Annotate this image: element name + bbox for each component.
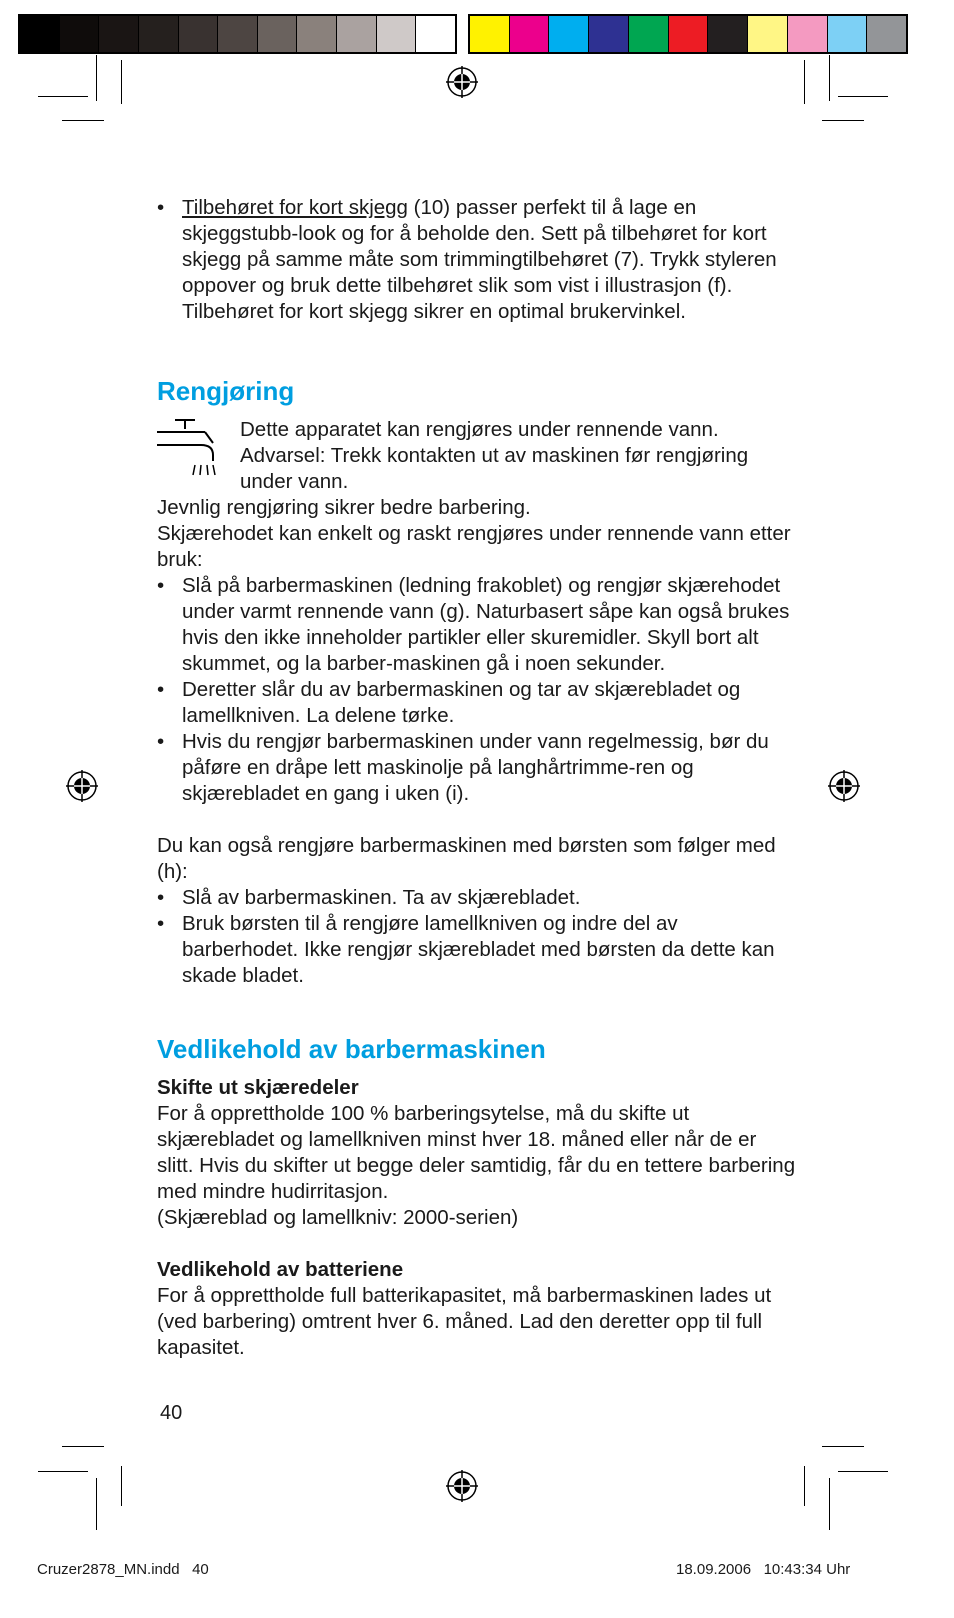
list-item: • Slå på barbermaskinen (ledning frakoblet) og rengjør skjærehodet under varmt rennende vann (g). Naturbasert såpe kan også brukes hvis den ikke inneholder partikler eller skuremidler. Skyll bort alt skummet, og la barber-maskinen gå i noen sekunder. xyxy=(157,573,797,677)
registration-mark-icon xyxy=(446,66,478,98)
color-swatch xyxy=(669,16,709,52)
color-swatch xyxy=(828,16,868,52)
footer-timestamp: 18.09.2006 10:43:34 Uhr xyxy=(676,1561,851,1578)
page-content xyxy=(157,195,797,1361)
crop-mark xyxy=(829,55,830,101)
crop-mark xyxy=(38,1471,88,1472)
cleaning-para-1: Jevnlig rengjøring sikrer bedre barbering. xyxy=(157,496,531,519)
running-water-text: Dette apparatet kan rengjøres under rennende vann. Advarsel: Trekk kontakten ut av maskinen før rengjøring under vann. xyxy=(240,418,749,493)
parts-text: For å opprettholde 100 % barberingsytelse, må du skifte ut skjærebladet og lamellkniven minst hver 18. måned eller når de er slitt. Hvis du skifter ut begge deler samtidig, får du en tettere barbering med mindre hudirritasjon. xyxy=(157,1102,796,1203)
footer-file-info: Cruzer2878_MN.indd 40 xyxy=(37,1561,209,1578)
crop-mark xyxy=(822,1446,864,1447)
color-swatch xyxy=(549,16,589,52)
page-number: 40 xyxy=(160,1402,183,1424)
color-swatch xyxy=(337,16,377,52)
crop-mark xyxy=(822,120,864,121)
registration-mark-icon xyxy=(828,770,860,802)
crop-mark xyxy=(62,1446,104,1447)
battery-subheading: Vedlikehold av batteriene xyxy=(157,1258,404,1281)
parts-subheading: Skifte ut skjæredeler xyxy=(157,1076,359,1099)
list-item: • Bruk børsten til å rengjøre lamellkniven og indre del av barberhodet. Ikke rengjør skjærebladet med børsten da dette kan skade bladet. xyxy=(157,911,797,989)
color-swatch xyxy=(708,16,748,52)
crop-mark xyxy=(121,1466,122,1506)
intro-bullet-text: (10) passer perfekt til å lage en skjeggstubb-look og for å beholde den. Sett på tilbehøret for kort skjegg på samme måte som trimmingtilbehøret (7). Trykk styleren oppover og bruk dette tilbehøret slik som vist i illustrasjon (f). Tilbehøret for kort skjegg sikrer en optimal brukervinkel. xyxy=(182,196,777,323)
color-swatch xyxy=(377,16,417,52)
color-swatch xyxy=(99,16,139,52)
color-swatch xyxy=(139,16,179,52)
crop-mark xyxy=(96,1478,97,1530)
color-swatch xyxy=(179,16,219,52)
list-item: • Hvis du rengjør barbermaskinen under vann regelmessig, bør du påføre en dråpe lett maskinolje på langhårtrimme-ren og skjærebladet en gang i uken (i). xyxy=(157,729,797,807)
crop-mark xyxy=(804,60,805,104)
list-item: • Deretter slår du av barbermaskinen og tar av skjærebladet og lamellkniven. La delene tørke. xyxy=(157,677,797,729)
cleaning-para-2: Skjærehodet kan enkelt og raskt rengjøres under rennende vann etter bruk: xyxy=(157,522,791,571)
crop-mark xyxy=(121,60,122,104)
color-swatch xyxy=(867,16,906,52)
color-swatch xyxy=(297,16,337,52)
color-swatch xyxy=(510,16,550,52)
color-swatch xyxy=(788,16,828,52)
registration-mark-icon xyxy=(66,770,98,802)
crop-mark xyxy=(838,1471,888,1472)
running-water-notice xyxy=(157,417,797,495)
crop-mark xyxy=(96,55,97,101)
accessory-link: Tilbehøret for kort skjegg xyxy=(182,196,408,219)
list-item: • Slå av barbermaskinen. Ta av skjærebladet. xyxy=(157,885,797,911)
brush-intro: Du kan også rengjøre barbermaskinen med børsten som følger med (h): xyxy=(157,834,776,883)
crop-mark xyxy=(829,1478,830,1530)
crop-mark xyxy=(62,120,104,121)
running-water-tap-icon xyxy=(157,417,221,477)
grayscale-color-bar xyxy=(18,14,457,54)
color-swatch xyxy=(258,16,298,52)
color-swatch xyxy=(218,16,258,52)
registration-mark-icon xyxy=(446,1470,478,1502)
crop-mark xyxy=(838,96,888,97)
crop-mark xyxy=(804,1466,805,1506)
maintenance-heading: Vedlikehold av barbermaskinen xyxy=(157,1034,546,1064)
process-color-bar xyxy=(468,14,908,54)
crop-mark xyxy=(38,96,88,97)
parts-note: (Skjæreblad og lamellkniv: 2000-serien) xyxy=(157,1206,519,1229)
intro-bullet xyxy=(157,195,797,325)
battery-text: For å opprettholde full batterikapasitet, må barbermaskinen lades ut (ved barbering) omtrent hver 6. måned. Lad den deretter opp til full kapasitet. xyxy=(157,1284,772,1359)
color-swatch xyxy=(748,16,788,52)
color-swatch xyxy=(470,16,510,52)
color-swatch xyxy=(60,16,100,52)
color-swatch xyxy=(20,16,60,52)
color-swatch xyxy=(629,16,669,52)
cleaning-heading: Rengjøring xyxy=(157,376,295,406)
color-swatch xyxy=(589,16,629,52)
color-swatch xyxy=(416,16,455,52)
